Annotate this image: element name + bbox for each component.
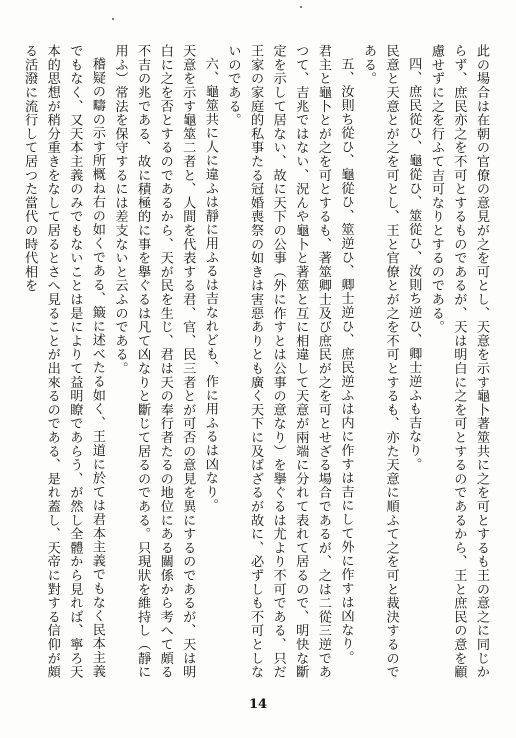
paragraph: 天意を示す龜筮二者と、人間を代表する君、官、民三者とが可否の意見を異にするのであるが、天は明白に之を否とするのであるから、天が民を生じ、君は天の奉行者たるの地位にある關係から考へて頗る不吉の兆である、故に積極的に事を擧ぐるは凡て凶なりと斷じて居るのである。只現狀を維持し（靜に用ふ）常法を保守するには差支ないと云ふのである。 (112, 44, 196, 679)
paragraph: 民意と天意とが之を可とし、王と官僚とが之を不可とするも、亦た天意に順ふて之を可と裁決するのである。 (361, 44, 399, 679)
paragraph: 五、汝則ち從ひ、龜從ひ、筮逆ひ、卿士逆ひ、庶民逆ふは内に作すは吉にして外に作すは凶なり。 (338, 57, 354, 665)
ink-speck (112, 18, 114, 20)
paragraph: 六、龜筮共に人に違ふは靜に用ふるは吉なれども、作に用ふるは凶なり。 (202, 57, 218, 513)
paragraph: 四、庶民從ひ、龜從ひ、筮從ひ、汝則ち逆ひ、卿士逆ふも吉なり。 (406, 57, 422, 472)
ink-speck (300, 6, 302, 8)
paragraph: 此の場合は在朝の官僚の意見が之を可とし、天意を示す龜卜著筮共に之を可とするも王の意之に同じからず、庶民亦之を不可とするものであるが、天は明白に之を可とするのであるから、王と庶民の意を顧慮せずに之を行ふて吉可なりとするのである。 (428, 44, 489, 679)
page-number: 14 (248, 697, 268, 712)
paragraph: 君主と龜卜とが之を可とするも、著筮卿士及び庶民が之を可とせざる場合であるが、之は二從三逆であつて、吉兆ではない、況んや龜卜と著筮と互に相違して天意が兩端に分れて表れて居るので、明快な斷定を示して居ない、故に天下の公事（外に作すとは公事の意なり）を擧ぐるは尤より不可である、只だ王家の家庭的私事たる冠婚喪祭の如きは害惡ありとも廣く天下に及ばざるが故に、必ずしも不可としないのである。 (225, 44, 331, 679)
paragraph: 稽疑の疇の示す所概ね右の如くである、簸に述べたる如く、王道に於ては君本主義でもなく民本主義でもなく、又天本主義のみでもないことは是によりて益明瞭であらう、が然し全體から見れば、寧ろ天本的思想が稍分重きをなして居るとさへ見ることが出來るのである、是れ蓋し、天帝に對する信仰が頗る活潑に流行して居つた當代の時代相を (22, 44, 105, 679)
vertical-text-body (18, 44, 492, 684)
